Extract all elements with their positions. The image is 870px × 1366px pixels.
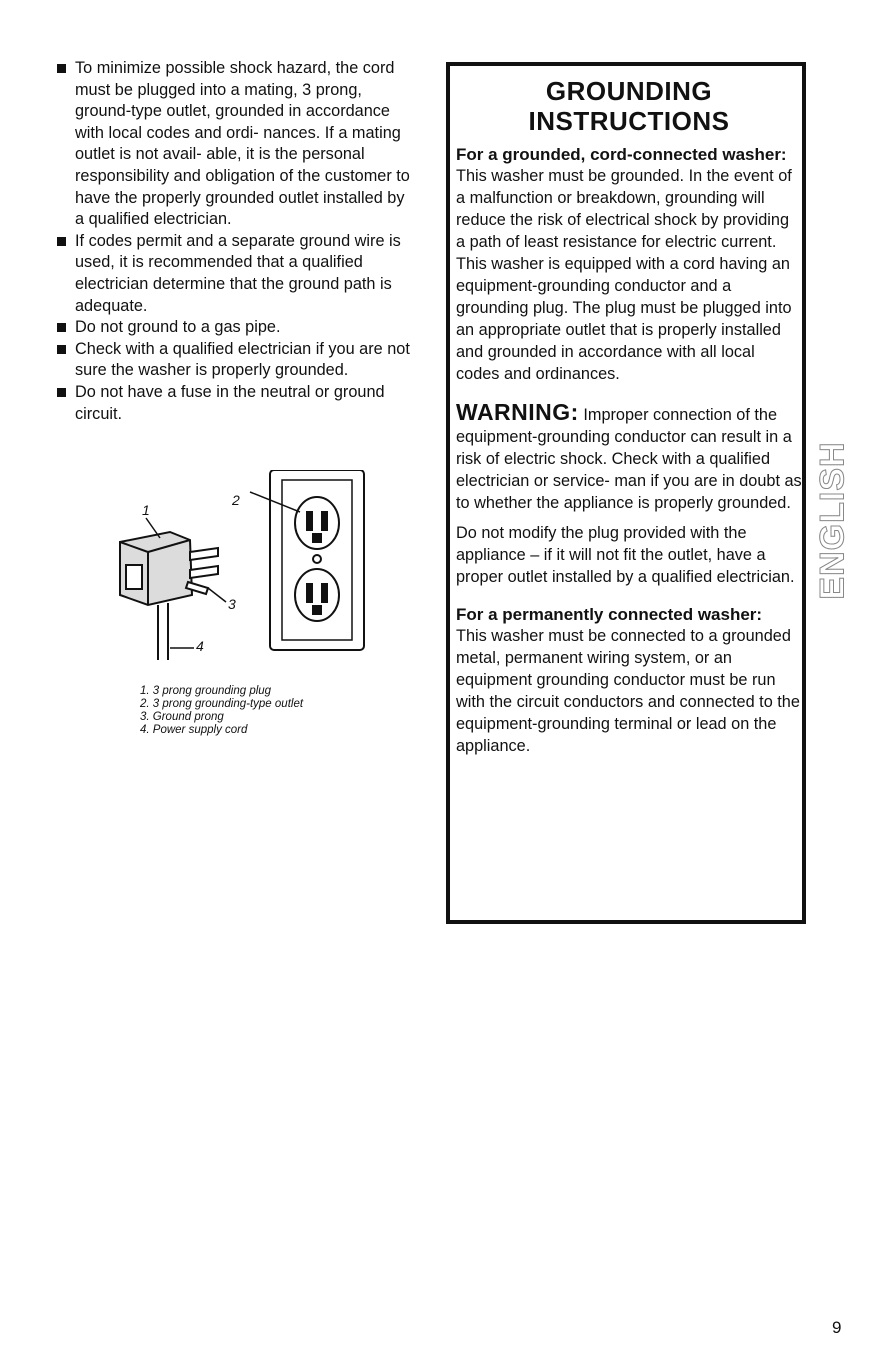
language-side-tab: ENGLISH (813, 440, 852, 600)
figure-label-2: 2 (232, 492, 240, 508)
bullet-item: Do not ground to a gas pipe. (56, 317, 412, 339)
figure-captions (140, 685, 303, 737)
section2-text: This washer must be connected to a grounded metal, permanent wiring system, or an equipment grounding conductor must be run with the circuit conductors and connected to the equipment-grounding terminal or lead on the appliance. (456, 627, 800, 755)
figure-label-3: 3 (228, 596, 236, 612)
bullet-square-icon (57, 345, 66, 354)
warning-label: WARNING: (456, 399, 579, 425)
plug-outlet-drawing (100, 470, 390, 660)
bullet-item: To minimize possible shock hazard, the cord must be plugged into a mating, 3 prong, ground-type outlet, grounded in accordance with local codes and ordi- nances. If a mating outlet is not avail- able, it is the personal responsibility and obligation of the customer to have the properly grounded outlet installed by a qualified electrician. (56, 58, 412, 231)
warning-text: Improper connection of the equipment-grounding conductor can result in a risk of electric shock. Check with a qualified electrician or service- man if you are in doubt as to whether the appliance is properly grounded. (456, 406, 802, 512)
warning-paragraph (456, 401, 802, 514)
caption-item: 2. 3 prong grounding-type outlet (140, 698, 304, 710)
outlet-plate (270, 470, 364, 650)
plug-outlet-illustration (100, 470, 390, 660)
safety-bullet-list (56, 58, 412, 425)
left-column (56, 58, 412, 425)
page-number: 9 (832, 1318, 842, 1337)
figure-label-4: 4 (196, 638, 204, 654)
section1-text: This washer must be grounded. In the event of a malfunction or breakdown, grounding will reduce the risk of electrical shock by providing a path of least resistance for electric current. This washer is equipped with a cord having an equipment-grounding conductor and a grounding plug. The plug must be plugged into an appropriate outlet that is properly installed and grounded in accordance with all local codes and ordinances. (456, 167, 792, 383)
section1-heading: For a grounded, cord-connected washer: (456, 145, 787, 164)
bullet-item: Do not have a fuse in the neutral or ground circuit. (56, 382, 412, 425)
grounding-instructions-box (446, 62, 806, 924)
bullet-square-icon (57, 64, 66, 73)
bullet-item: Check with a qualified electrician if you are not sure the washer is properly grounded. (56, 339, 412, 382)
bullet-item: If codes permit and a separate ground wire is used, it is recommended that a qualified electrician determine that the ground path is adequate. (56, 231, 412, 317)
caption-item: 1. 3 prong grounding plug (140, 685, 272, 697)
caption-item: 3. Ground prong (140, 711, 224, 723)
bullet-square-icon (57, 388, 66, 397)
bullet-square-icon (57, 323, 66, 332)
section2-heading: For a permanently connected washer: (456, 605, 763, 624)
caption-item: 4. Power supply cord (140, 724, 248, 736)
box-title: GROUNDING INSTRUCTIONS (528, 76, 730, 136)
modify-plug-text: Do not modify the plug provided with the appliance – if it will not fit the outlet, have a proper outlet installed by a qualified electrician. (456, 524, 795, 586)
figure-label-1: 1 (142, 502, 150, 518)
bullet-square-icon (57, 237, 66, 246)
